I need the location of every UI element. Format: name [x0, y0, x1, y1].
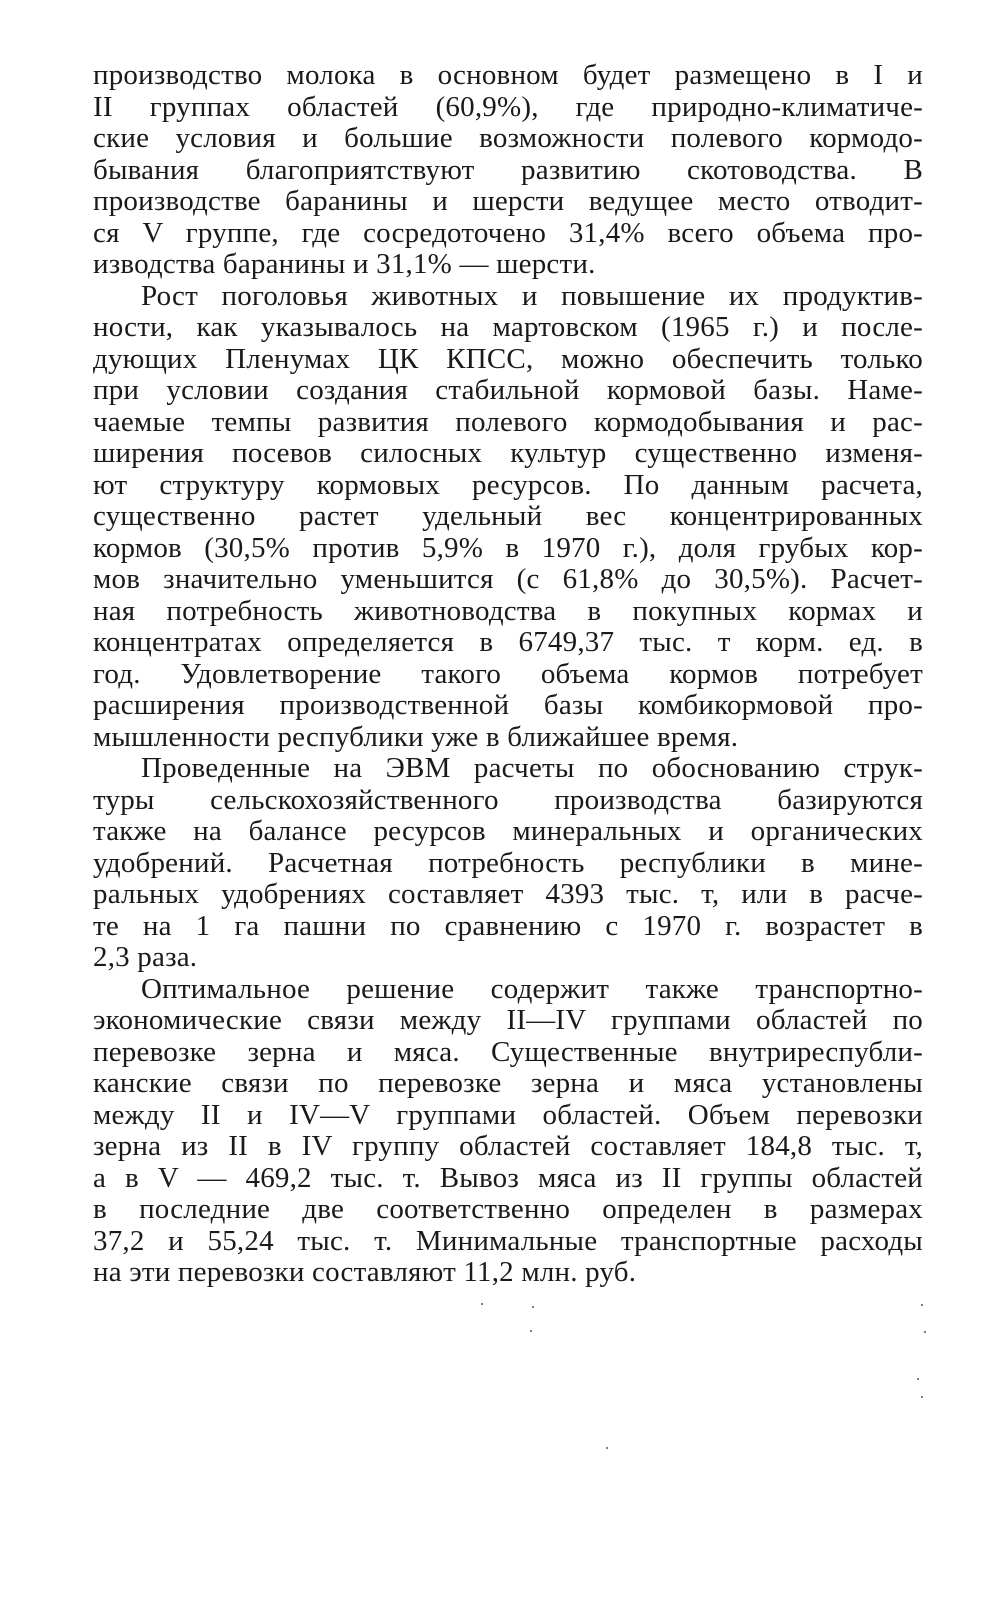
- text-line: те на 1 га пашни по сравнению с 1970 г. возрастет в: [93, 909, 923, 942]
- text-line: ся V группе, где сосредоточено 31,4% всего объема про-: [93, 216, 923, 249]
- text-line: канские связи по перевозке зерна и мяса установлены: [93, 1067, 923, 1099]
- text-line: зерна из II в IV группу областей составляет 184,8 тыс. т,: [93, 1130, 923, 1162]
- paragraph: [93, 974, 923, 1289]
- text-line: а в V — 469,2 тыс. т. Вывоз мяса из II группы областей: [93, 1161, 923, 1194]
- text-line: 2,3 раза.: [93, 941, 198, 973]
- paragraph: [93, 281, 923, 754]
- text-line: ские условия и большие возможности полевого кормодо-: [93, 122, 923, 154]
- text-line: туры сельскохозяйственного производства базируются: [93, 783, 923, 816]
- print-speck: [530, 1330, 532, 1332]
- text-line: ности, как указывалось на мартовском (1965 г.) и после-: [93, 311, 923, 343]
- print-speck: [917, 1378, 919, 1380]
- text-line: между II и IV—V группами областей. Объем перевозки: [93, 1098, 923, 1131]
- text-line: удобрений. Расчетная потребность республики в мине-: [93, 846, 923, 879]
- text-line: ральных удобрениях составляет 4393 тыс. т, или в расче-: [93, 878, 923, 910]
- text-line: экономические связи между II—IV группами областей по: [93, 1004, 923, 1036]
- text-line: в последние две соответственно определен в размерах: [93, 1193, 923, 1225]
- print-speck: [921, 1304, 923, 1306]
- text-line: на эти перевозки составляют 11,2 млн. руб.: [93, 1256, 637, 1288]
- text-line: Проведенные на ЭВМ расчеты по обоснованию струк-: [141, 752, 923, 784]
- print-speck: [924, 1331, 926, 1333]
- text-line: перевозке зерна и мяса. Существенные внутриреспубли-: [93, 1035, 923, 1068]
- text-line: также на балансе ресурсов минеральных и органических: [93, 815, 923, 847]
- paragraph: [93, 753, 923, 974]
- print-speck: [481, 1303, 483, 1305]
- text-line: Рост поголовья животных и повышение их продуктив-: [141, 279, 923, 312]
- text-line: мышленности республики уже в ближайшее время.: [93, 720, 739, 753]
- text-line: ная потребность животноводства в покупных кормах и: [93, 594, 923, 627]
- text-line: производстве баранины и шерсти ведущее место отводит-: [93, 185, 923, 217]
- print-speck: [921, 1396, 923, 1398]
- text-line: год. Удовлетворение такого объема кормов потребует: [93, 657, 923, 690]
- paragraph: [93, 60, 923, 281]
- text-line: изводства баранины и 31,1% — шерсти.: [93, 248, 596, 280]
- text-line: существенно растет удельный вес концентрированных: [93, 500, 923, 532]
- text-line: чаемые темпы развития полевого кормодобывания и рас-: [93, 405, 923, 438]
- print-speck: [532, 1306, 534, 1308]
- text-line: концентратах определяется в 6749,37 тыс. т корм. ед. в: [93, 626, 923, 658]
- text-line: II группах областей (60,9%), где природно-климатиче-: [93, 90, 923, 123]
- text-line: кормов (30,5% против 5,9% в 1970 г.), доля грубых кор-: [93, 531, 923, 564]
- text-line: при условии создания стабильной кормовой базы. Наме-: [93, 374, 923, 406]
- text-line: дующих Пленумах ЦК КПСС, можно обеспечить только: [93, 342, 923, 375]
- body-text: [93, 60, 923, 1289]
- text-line: Оптимальное решение содержит также транспортно-: [141, 972, 923, 1005]
- text-line: ют структуру кормовых ресурсов. По данным расчета,: [93, 468, 923, 501]
- text-line: мов значительно уменьшится (с 61,8% до 30,5%). Расчет-: [93, 563, 923, 595]
- text-line: бывания благоприятствуют развитию скотоводства. В: [93, 153, 923, 186]
- text-line: производство молока в основном будет размещено в I и: [93, 59, 923, 91]
- text-line: 37,2 и 55,24 тыс. т. Минимальные транспортные расходы: [93, 1224, 923, 1257]
- text-line: ширения посевов силосных культур существенно изменя-: [93, 437, 923, 469]
- text-line: расширения производственной базы комбикормовой про-: [93, 689, 923, 721]
- print-speck: [606, 1447, 608, 1449]
